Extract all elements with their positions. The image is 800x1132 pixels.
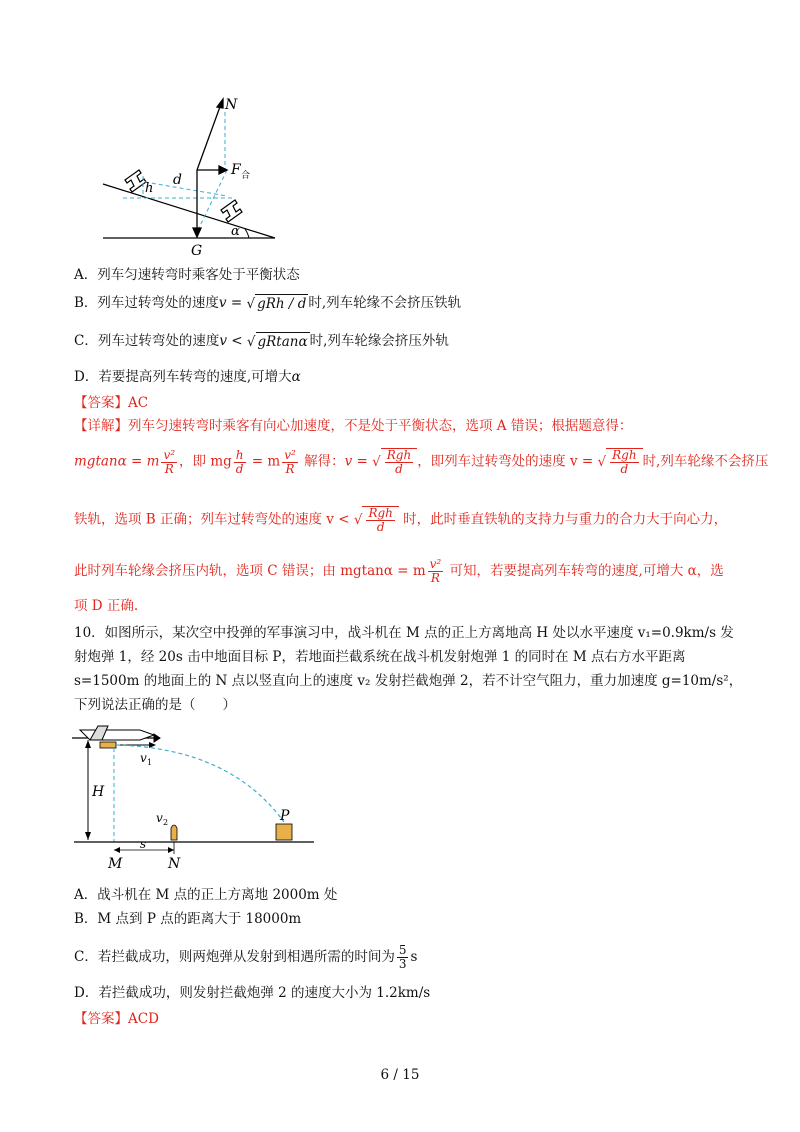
- label-v2-sub: 2: [163, 818, 169, 827]
- label-N2: N: [168, 856, 181, 872]
- rail-left: [125, 170, 146, 192]
- q9-detail-line3: 铁轨，选项 B 正确；列车过转弯处的速度 v < √ $\frac{\text{Rgh}}{d}$ 时，此时垂直铁轨的支持力与重力的合力大于向心力，: [74, 506, 728, 534]
- q10-stem-line2: 射炮弹 1，经 20s 击中地面目标 P，若地面拦截系统在战斗机发射炮弹 1 的同时在 M 点右方水平距离: [74, 649, 686, 665]
- q10-stem-line4: 下列说法正确的是（ ）: [74, 697, 236, 713]
- label-alpha: α: [231, 224, 240, 239]
- label-v1: v: [140, 751, 147, 765]
- label-G: G: [191, 243, 203, 259]
- label-v1-sub: 1: [147, 758, 153, 767]
- q9-option-a: A．列车匀速转弯时乘客处于平衡状态: [74, 267, 300, 283]
- label-h: h: [145, 181, 154, 196]
- label-F: F: [231, 162, 241, 178]
- page-number: 6 / 15: [380, 1067, 420, 1083]
- label-F-sub: 合: [241, 171, 251, 181]
- rail-right: [221, 200, 242, 222]
- q9-detail-line4: 此时列车轮缘会挤压内轨，选项 C 错误；由 mgtanα = m $\frac{\text{v²}}{R}$ 可知，若要提高列车转弯的速度,可增大 α，选: [74, 557, 724, 585]
- label-N: N: [225, 97, 238, 113]
- label-P: P: [280, 808, 290, 824]
- label-H: H: [92, 784, 105, 800]
- q9-option-d: D．若要提高列车转弯的速度,可增大α: [74, 369, 301, 385]
- label-v2: v: [156, 811, 163, 825]
- label-M: M: [108, 856, 123, 872]
- label-d: d: [173, 172, 182, 188]
- q9-option-b: B．列车过转弯处的速度v = √ gRh / d 时,列车轮缘不会挤压铁轨: [74, 295, 462, 312]
- bomb-1: [100, 742, 116, 748]
- q10-option-b: B．M 点到 P 点的距离大于 18000m: [74, 911, 302, 927]
- q9-detail-line1: 【详解】列车匀速转弯时乘客有向心加速度，不是处于平衡状态，选项 A 错误；根据题意得：: [74, 418, 633, 434]
- q9-detail-line2: mgtanα = m $\frac{\text{v²}}{R}$ ，即 mg $\frac{h}{d}$ = m $\frac{\text{v²}}{R}$ 解得：v = √ $\frac{\text{Rgh}}{d}$ ，即列车过转弯处的速度 v = √ $\frac{\text{Rgh}}{d}$ 时,列车轮缘不会挤压: [74, 447, 769, 476]
- jet-icon: [72, 726, 160, 742]
- q10-option-c: C．若拦截成功，则两炮弹从发射到相遇所需的时间为 $\frac{5}{3}$ s: [74, 943, 418, 971]
- q10-stem-line1: 10．如图所示，某次空中投弹的军事演习中，战斗机在 M 点的正上方离地高 H 处以水平速度 v₁=0.9km/s 发: [74, 625, 734, 641]
- interceptor-2: [171, 825, 177, 840]
- q10-stem-line3: s=1500m 的地面上的 N 点以竖直向上的速度 v₂ 发射拦截炮弹 2，若不计空气阻力，重力加速度 g=10m/s²，: [74, 673, 743, 689]
- q10-option-a: A．战斗机在 M 点的正上方离地 2000m 处: [74, 887, 338, 903]
- target-p: [276, 824, 292, 840]
- q9-detail-line5: 项 D 正确.: [74, 598, 139, 614]
- q10-answer: 【答案】ACD: [74, 1011, 159, 1027]
- q9-option-c: C．列车过转弯处的速度v < √ gRtanα 时,列车轮缘会挤压外轨: [74, 333, 449, 350]
- interception-figure: [70, 718, 320, 873]
- banked-track-figure: [95, 92, 295, 262]
- q10-option-d: D．若拦截成功，则发射拦截炮弹 2 的速度大小为 1.2km/s: [74, 985, 431, 1001]
- label-s: s: [140, 837, 147, 851]
- q9-answer: 【答案】AC: [74, 395, 149, 411]
